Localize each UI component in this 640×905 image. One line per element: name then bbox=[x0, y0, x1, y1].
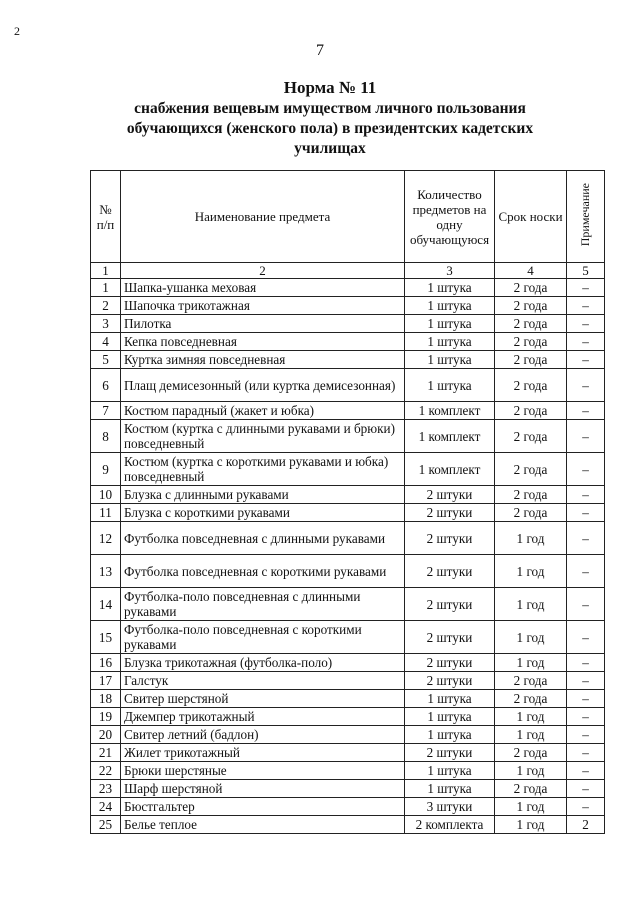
row-item-name: Футболка-поло повседневная с длинными рукавами bbox=[121, 588, 405, 621]
row-num: 12 bbox=[91, 522, 121, 555]
row-quantity: 1 штука bbox=[405, 369, 495, 402]
row-note: – bbox=[567, 369, 605, 402]
row-note: – bbox=[567, 504, 605, 522]
row-wear-term: 1 год bbox=[495, 588, 567, 621]
index-col-3: 3 bbox=[405, 263, 495, 279]
table-body bbox=[91, 279, 605, 834]
document-subtitle-line-3: училищах bbox=[294, 140, 366, 157]
row-wear-term: 2 года bbox=[495, 402, 567, 420]
row-quantity: 2 штуки bbox=[405, 744, 495, 762]
row-num: 4 bbox=[91, 333, 121, 351]
row-note: – bbox=[567, 279, 605, 297]
row-num: 8 bbox=[91, 420, 121, 453]
row-quantity: 1 штука bbox=[405, 726, 495, 744]
row-num: 19 bbox=[91, 708, 121, 726]
row-note: – bbox=[567, 420, 605, 453]
row-quantity: 2 штуки bbox=[405, 672, 495, 690]
document-title: Норма № 11 bbox=[283, 78, 377, 97]
row-item-name: Футболка повседневная с длинными рукавами bbox=[121, 522, 405, 555]
row-item-name: Плащ демисезонный (или куртка демисезонная) bbox=[121, 369, 405, 402]
row-wear-term: 2 года bbox=[495, 504, 567, 522]
row-wear-term: 2 года bbox=[495, 351, 567, 369]
table-row bbox=[91, 588, 605, 621]
row-num: 1 bbox=[91, 279, 121, 297]
index-col-2: 2 bbox=[121, 263, 405, 279]
row-item-name: Кепка повседневная bbox=[121, 333, 405, 351]
index-col-4: 4 bbox=[495, 263, 567, 279]
index-col-5: 5 bbox=[567, 263, 605, 279]
row-quantity: 3 штуки bbox=[405, 798, 495, 816]
row-num: 9 bbox=[91, 453, 121, 486]
table-row bbox=[91, 555, 605, 588]
row-note: – bbox=[567, 351, 605, 369]
row-wear-term: 2 года bbox=[495, 333, 567, 351]
row-quantity: 1 комплект bbox=[405, 453, 495, 486]
table-row bbox=[91, 708, 605, 726]
table-index-row bbox=[91, 263, 605, 279]
row-item-name: Шапка-ушанка меховая bbox=[121, 279, 405, 297]
row-item-name: Футболка-поло повседневная с короткими рукавами bbox=[121, 621, 405, 654]
row-num: 20 bbox=[91, 726, 121, 744]
row-item-name: Свитер летний (бадлон) bbox=[121, 726, 405, 744]
table-row bbox=[91, 486, 605, 504]
row-item-name: Куртка зимняя повседневная bbox=[121, 351, 405, 369]
index-col-1: 1 bbox=[91, 263, 121, 279]
table-row bbox=[91, 762, 605, 780]
row-wear-term: 2 года bbox=[495, 453, 567, 486]
row-note: 2 bbox=[567, 816, 605, 834]
row-note: – bbox=[567, 780, 605, 798]
row-quantity: 2 комплекта bbox=[405, 816, 495, 834]
row-item-name: Шарф шерстяной bbox=[121, 780, 405, 798]
row-wear-term: 1 год bbox=[495, 621, 567, 654]
row-quantity: 2 штуки bbox=[405, 588, 495, 621]
row-note: – bbox=[567, 486, 605, 504]
row-note: – bbox=[567, 654, 605, 672]
row-wear-term: 2 года bbox=[495, 315, 567, 333]
document-subtitle-line-2: обучающихся (женского пола) в президентских кадетских bbox=[126, 120, 534, 137]
table-row bbox=[91, 654, 605, 672]
header-note-cell bbox=[567, 171, 605, 263]
page-number: 7 bbox=[316, 42, 324, 59]
header-term: Срок носки bbox=[495, 171, 567, 263]
table-row bbox=[91, 744, 605, 762]
table-row bbox=[91, 522, 605, 555]
row-item-name: Жилет трикотажный bbox=[121, 744, 405, 762]
corner-mark: 2 bbox=[14, 24, 20, 38]
table-row bbox=[91, 279, 605, 297]
row-wear-term: 1 год bbox=[495, 555, 567, 588]
row-quantity: 2 штуки bbox=[405, 555, 495, 588]
row-wear-term: 2 года bbox=[495, 420, 567, 453]
row-item-name: Костюм (куртка с длинными рукавами и брюки) повседневный bbox=[121, 420, 405, 453]
row-item-name: Джемпер трикотажный bbox=[121, 708, 405, 726]
row-num: 5 bbox=[91, 351, 121, 369]
row-item-name: Брюки шерстяные bbox=[121, 762, 405, 780]
table-row bbox=[91, 369, 605, 402]
row-num: 22 bbox=[91, 762, 121, 780]
row-item-name: Белье теплое bbox=[121, 816, 405, 834]
row-quantity: 1 штука bbox=[405, 708, 495, 726]
row-quantity: 1 штука bbox=[405, 351, 495, 369]
row-num: 11 bbox=[91, 504, 121, 522]
table-row bbox=[91, 726, 605, 744]
row-num: 23 bbox=[91, 780, 121, 798]
row-item-name: Свитер шерстяной bbox=[121, 690, 405, 708]
row-item-name: Блузка с длинными рукавами bbox=[121, 486, 405, 504]
row-quantity: 1 штука bbox=[405, 315, 495, 333]
table-row bbox=[91, 621, 605, 654]
header-qty: Количество предметов на одну обучающуюся bbox=[405, 171, 495, 263]
row-quantity: 1 комплект bbox=[405, 420, 495, 453]
row-quantity: 1 штука bbox=[405, 297, 495, 315]
row-item-name: Пилотка bbox=[121, 315, 405, 333]
row-item-name: Шапочка трикотажная bbox=[121, 297, 405, 315]
table-row bbox=[91, 453, 605, 486]
row-wear-term: 2 года bbox=[495, 672, 567, 690]
table-row bbox=[91, 672, 605, 690]
table-row bbox=[91, 333, 605, 351]
row-num: 6 bbox=[91, 369, 121, 402]
row-quantity: 2 штуки bbox=[405, 621, 495, 654]
row-quantity: 1 штука bbox=[405, 690, 495, 708]
row-num: 21 bbox=[91, 744, 121, 762]
row-quantity: 2 штуки bbox=[405, 504, 495, 522]
row-quantity: 1 штука bbox=[405, 762, 495, 780]
table-row bbox=[91, 297, 605, 315]
row-note: – bbox=[567, 588, 605, 621]
table-row bbox=[91, 780, 605, 798]
row-note: – bbox=[567, 333, 605, 351]
table-row bbox=[91, 798, 605, 816]
row-item-name: Костюм (куртка с короткими рукавами и юбка) повседневный bbox=[121, 453, 405, 486]
header-name: Наименование предмета bbox=[121, 171, 405, 263]
table-row bbox=[91, 315, 605, 333]
row-note: – bbox=[567, 708, 605, 726]
row-item-name: Блузка трикотажная (футболка-поло) bbox=[121, 654, 405, 672]
row-num: 10 bbox=[91, 486, 121, 504]
row-note: – bbox=[567, 621, 605, 654]
row-wear-term: 1 год bbox=[495, 654, 567, 672]
supply-norm-table bbox=[90, 170, 605, 834]
row-wear-term: 2 года bbox=[495, 297, 567, 315]
row-num: 2 bbox=[91, 297, 121, 315]
row-quantity: 1 штука bbox=[405, 780, 495, 798]
document-header bbox=[60, 78, 600, 158]
row-note: – bbox=[567, 672, 605, 690]
row-num: 24 bbox=[91, 798, 121, 816]
row-wear-term: 2 года bbox=[495, 369, 567, 402]
row-quantity: 1 штука bbox=[405, 279, 495, 297]
row-note: – bbox=[567, 522, 605, 555]
row-item-name: Галстук bbox=[121, 672, 405, 690]
row-wear-term: 1 год bbox=[495, 726, 567, 744]
row-num: 18 bbox=[91, 690, 121, 708]
row-quantity: 2 штуки bbox=[405, 654, 495, 672]
table-header-row bbox=[91, 171, 605, 263]
row-wear-term: 2 года bbox=[495, 486, 567, 504]
row-note: – bbox=[567, 555, 605, 588]
row-wear-term: 1 год bbox=[495, 522, 567, 555]
row-item-name: Футболка повседневная с короткими рукавами bbox=[121, 555, 405, 588]
row-note: – bbox=[567, 726, 605, 744]
table-row bbox=[91, 402, 605, 420]
row-num: 3 bbox=[91, 315, 121, 333]
row-quantity: 1 комплект bbox=[405, 402, 495, 420]
row-wear-term: 1 год bbox=[495, 708, 567, 726]
row-note: – bbox=[567, 798, 605, 816]
header-note: Примечание bbox=[578, 183, 592, 247]
row-wear-term: 2 года bbox=[495, 744, 567, 762]
row-quantity: 2 штуки bbox=[405, 522, 495, 555]
row-item-name: Блузка с короткими рукавами bbox=[121, 504, 405, 522]
row-note: – bbox=[567, 690, 605, 708]
row-note: – bbox=[567, 315, 605, 333]
row-num: 14 bbox=[91, 588, 121, 621]
row-wear-term: 1 год bbox=[495, 762, 567, 780]
row-num: 17 bbox=[91, 672, 121, 690]
row-note: – bbox=[567, 402, 605, 420]
row-num: 7 bbox=[91, 402, 121, 420]
row-num: 13 bbox=[91, 555, 121, 588]
header-num: № п/п bbox=[91, 171, 121, 263]
row-item-name: Бюстгальтер bbox=[121, 798, 405, 816]
table-row bbox=[91, 504, 605, 522]
row-wear-term: 2 года bbox=[495, 690, 567, 708]
row-note: – bbox=[567, 762, 605, 780]
row-wear-term: 1 год bbox=[495, 798, 567, 816]
row-wear-term: 2 года bbox=[495, 279, 567, 297]
table-row bbox=[91, 420, 605, 453]
row-num: 16 bbox=[91, 654, 121, 672]
table-row bbox=[91, 690, 605, 708]
row-num: 25 bbox=[91, 816, 121, 834]
row-item-name: Костюм парадный (жакет и юбка) bbox=[121, 402, 405, 420]
row-note: – bbox=[567, 744, 605, 762]
table-row bbox=[91, 351, 605, 369]
row-quantity: 2 штуки bbox=[405, 486, 495, 504]
document-subtitle-line-1: снабжения вещевым имуществом личного пользования bbox=[134, 100, 526, 117]
row-wear-term: 2 года bbox=[495, 780, 567, 798]
row-num: 15 bbox=[91, 621, 121, 654]
row-note: – bbox=[567, 453, 605, 486]
row-quantity: 1 штука bbox=[405, 333, 495, 351]
row-wear-term: 1 год bbox=[495, 816, 567, 834]
table-row bbox=[91, 816, 605, 834]
row-note: – bbox=[567, 297, 605, 315]
